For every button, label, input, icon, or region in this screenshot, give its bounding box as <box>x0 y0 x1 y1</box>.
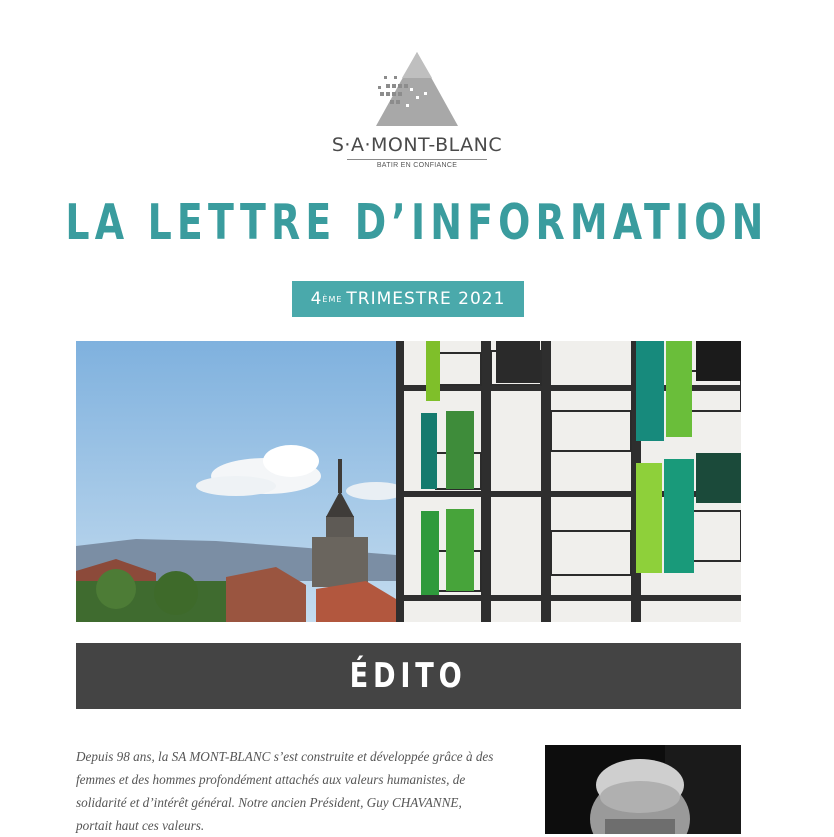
quarter-superscript: ÈME <box>322 294 343 304</box>
quarter-number: 4 <box>310 289 323 309</box>
newsletter-title: LA LETTRE D’INFORMATION <box>65 194 769 251</box>
brand-divider <box>347 159 487 160</box>
quarter-label: TRIMESTRE 2021 <box>346 289 506 309</box>
brand-logo <box>0 48 834 169</box>
mountain-logo-icon <box>372 48 462 130</box>
president-portrait <box>545 745 741 834</box>
building-photo-image <box>76 341 741 622</box>
edito-heading: ÉDITO <box>350 656 467 696</box>
brand-tagline: BATIR EN CONFIANCE <box>376 162 458 169</box>
edito-section-header <box>76 643 741 709</box>
hero-photo <box>76 341 741 622</box>
portrait-photo-image <box>545 745 741 834</box>
edito-paragraph: Depuis 98 ans, la SA MONT-BLANC s’est construite et développée grâce à des femmes et des hommes profondément attachés aux valeurs humanistes, de solidarité et d’intérêt général. Notre ancien Président, Guy CHAVANNE, portait haut ces valeurs. <box>76 749 494 833</box>
quarter-badge <box>292 281 524 317</box>
brand-name: S·A·MONT-BLANC <box>331 134 503 156</box>
